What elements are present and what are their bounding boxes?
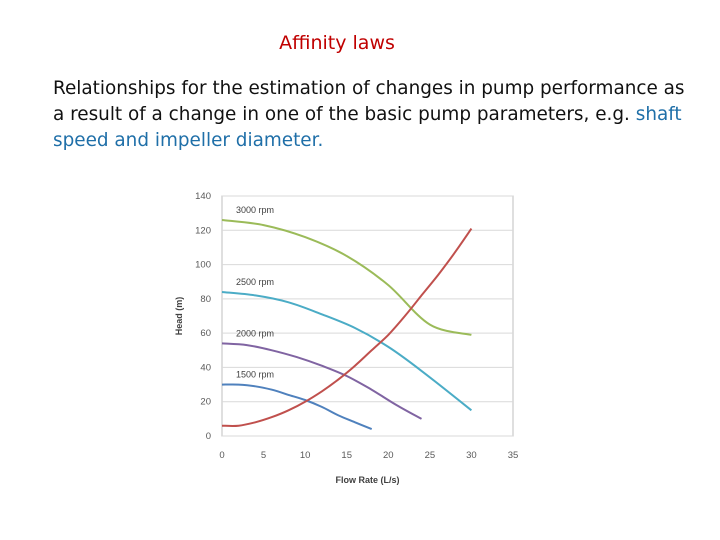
series-label-1500-rpm: 1500 rpm — [236, 369, 275, 380]
x-tick-label: 15 — [341, 450, 353, 461]
x-tick-label: 35 — [507, 450, 519, 461]
y-tick-label: 80 — [200, 293, 211, 305]
series-label-2000-rpm: 2000 rpm — [236, 328, 275, 339]
y-tick-label: 140 — [195, 191, 211, 202]
slide-body-text — [53, 76, 693, 154]
y-tick-label: 60 — [200, 328, 211, 340]
body-text-prefix: Relationships for the estimation of changes in pump performance as a result of a change in one of the basic pump parameters, e.g. — [53, 78, 685, 125]
x-tick-label: 30 — [466, 450, 477, 461]
pump-curve-chart — [165, 185, 525, 495]
slide-title: Affinity laws — [279, 32, 395, 54]
y-tick-label: 100 — [195, 259, 211, 271]
y-tick-label: 120 — [195, 225, 211, 237]
x-tick-label: 0 — [219, 450, 225, 461]
x-tick-label: 10 — [299, 450, 311, 461]
y-tick-label: 40 — [200, 362, 211, 374]
x-tick-label: 5 — [260, 450, 267, 461]
body-text-highlight: shaft speed and impeller diameter. — [53, 104, 682, 151]
x-axis-label: Flow Rate (L/s) — [335, 475, 400, 485]
series-label-3000-rpm: 3000 rpm — [236, 205, 275, 215]
y-tick-label: 20 — [200, 396, 211, 408]
series-label-2500-rpm: 2500 rpm — [236, 277, 275, 287]
x-tick-label: 25 — [424, 450, 436, 461]
y-axis-label: Head (m) — [174, 296, 184, 336]
y-tick-label: 0 — [205, 431, 211, 442]
x-tick-label: 20 — [382, 450, 394, 461]
